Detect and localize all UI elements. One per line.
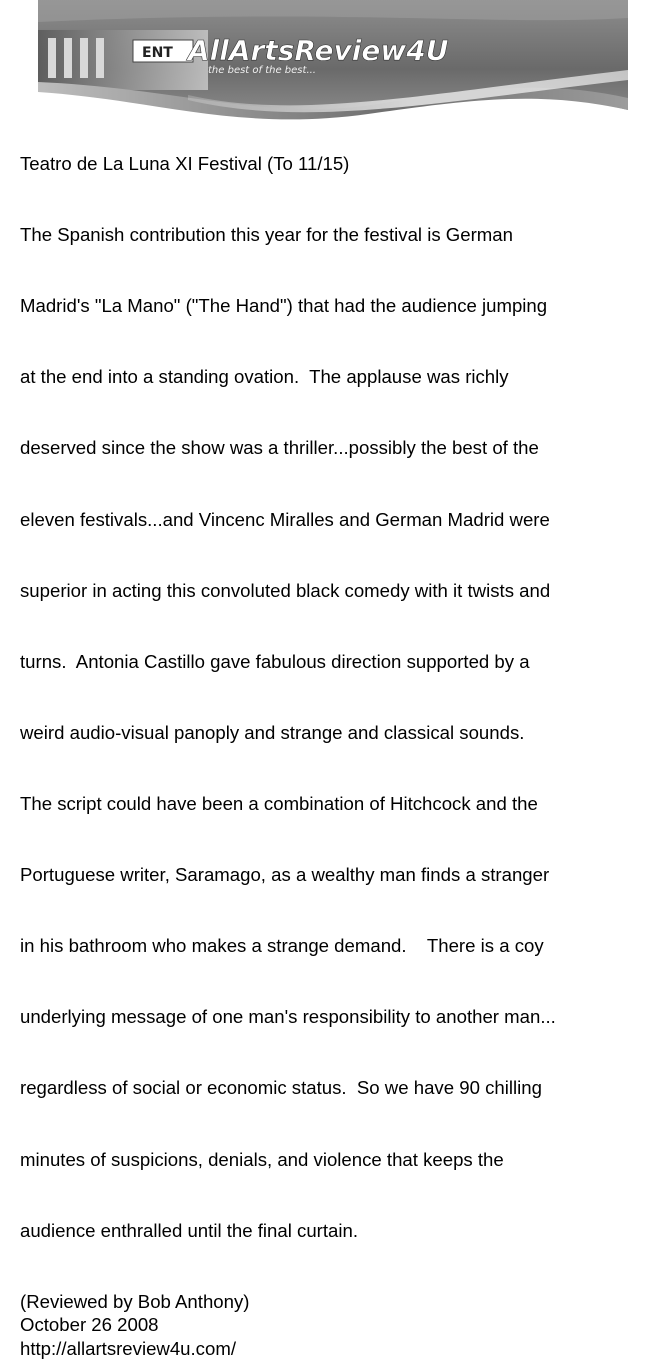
body-line: eleven festivals...and Vincenc Miralles and German Madrid were <box>20 508 550 530</box>
reviewer-credit: (Reviewed by Bob Anthony) <box>20 1290 250 1312</box>
logo-text: AllArtsReview4U <box>188 34 449 67</box>
entrance-sign-text: ENT <box>142 45 173 61</box>
header-banner <box>38 0 628 138</box>
banner-graphic <box>38 0 628 138</box>
body-line: turns. Antonia Castillo gave fabulous direction supported by a <box>20 650 530 672</box>
body-line: The script could have been a combination of Hitchcock and the <box>20 792 538 814</box>
body-line: audience enthralled until the final curtain. <box>20 1219 359 1241</box>
logo-tagline: the best of the best... <box>208 65 316 76</box>
body-line: at the end into a standing ovation. The applause was richly <box>20 366 509 388</box>
body-line: weird audio-visual panoply and strange and classical sounds. <box>20 721 525 743</box>
body-line: Portuguese writer, Saramago, as a wealthy man finds a stranger <box>20 864 550 886</box>
review-article <box>20 152 632 1361</box>
body-line: deserved since the show was a thriller...possibly the best of the <box>20 437 539 459</box>
body-line: The Spanish contribution this year for the festival is German <box>20 224 513 246</box>
body-line: in his bathroom who makes a strange demand. There is a coy <box>20 935 544 957</box>
article-body <box>20 176 632 1290</box>
body-line: superior in acting this convoluted black comedy with it twists and <box>20 579 551 601</box>
body-line: Madrid's "La Mano" ("The Hand") that had the audience jumping <box>20 295 548 317</box>
body-line: underlying message of one man's responsibility to another man... <box>20 1006 556 1028</box>
article-title: Teatro de La Luna XI Festival (To 11/15) <box>20 153 350 174</box>
site-url[interactable]: http://allartsreview4u.com/ <box>20 1338 236 1360</box>
review-date: October 26 2008 <box>20 1314 159 1336</box>
body-line: minutes of suspicions, denials, and violence that keeps the <box>20 1148 504 1170</box>
body-line: regardless of social or economic status. So we have 90 chilling <box>20 1077 542 1099</box>
